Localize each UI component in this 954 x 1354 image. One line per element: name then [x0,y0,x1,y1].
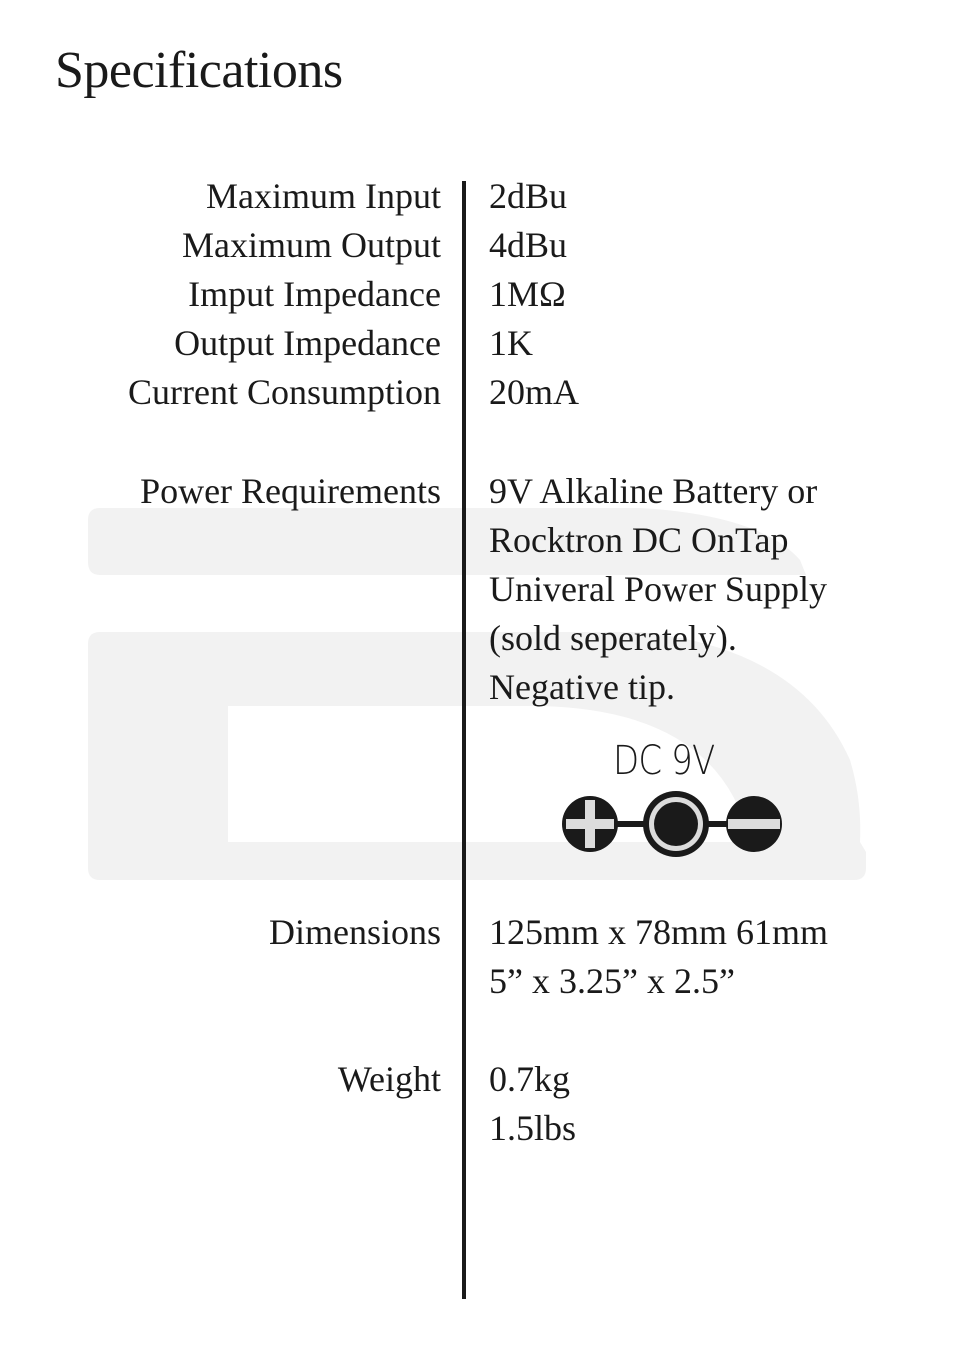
spec-label-max-input: Maximum Input [206,176,441,216]
dc-polarity-diagram [556,784,786,864]
spec-label-output-impedance: Output Impedance [174,323,441,363]
spec-label-input-impedance: Imput Impedance [188,274,441,314]
spec-label-power-requirements: Power Requirements [140,471,441,511]
spec-value-power-line: Univeral Power Supply [489,569,827,609]
spec-value-max-output: 4dBu [489,225,568,265]
spec-value-current-consumption: 20mA [489,372,579,412]
spec-value-dimensions-imperial: 5” x 3.25” x 2.5” [489,961,735,1001]
spec-label-weight: Weight [337,1059,441,1099]
page-title: Specifications [55,42,343,99]
spec-label-current-consumption: Current Consumption [128,372,441,412]
spec-value-input-impedance: 1MΩ [489,274,566,314]
spec-value-power-line: (sold seperately). [489,618,737,658]
spec-label-dimensions: Dimensions [268,912,441,952]
center-pin-icon [643,791,709,857]
spec-value-dimensions-metric: 125mm x 78mm 61mm [489,912,829,952]
plus-terminal-icon [562,796,618,852]
spec-value-power-line: Negative tip. [489,667,675,707]
column-divider [462,181,466,1299]
dc-polarity-label: DC 9V [613,738,715,784]
spec-value-power-line: Rocktron DC OnTap [489,520,789,560]
minus-terminal-icon [726,796,782,852]
spec-value-weight-imperial: 1.5lbs [489,1108,577,1148]
spec-value-weight-metric: 0.7kg [489,1059,570,1099]
spec-label-max-output: Maximum Output [182,225,441,265]
spec-value-max-input: 2dBu [489,176,568,216]
spec-value-power-line: 9V Alkaline Battery or [489,471,818,511]
spec-value-output-impedance: 1K [489,323,533,363]
